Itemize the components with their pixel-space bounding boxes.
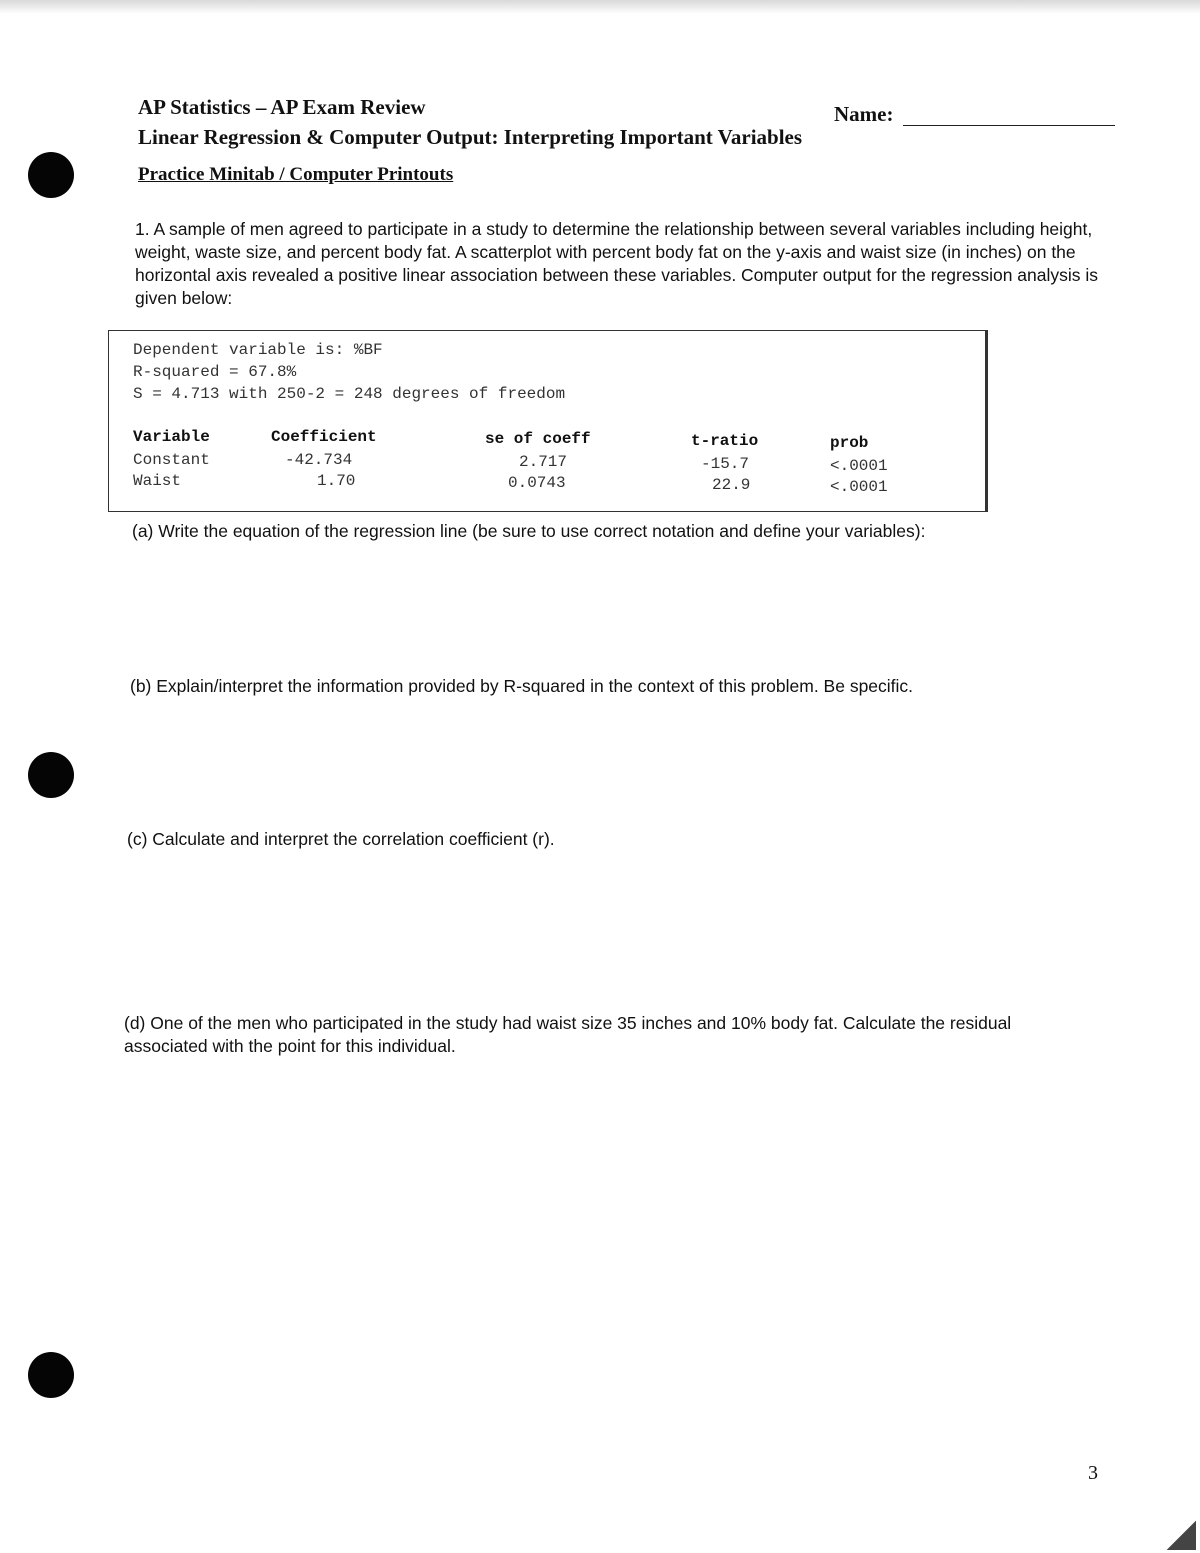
name-field-line[interactable] <box>903 125 1115 126</box>
col-header-se-coeff: se of coeff <box>485 430 591 448</box>
col-header-prob: prob <box>830 434 869 452</box>
col-header-t-ratio: t-ratio <box>691 432 759 450</box>
scan-edge-shadow <box>0 0 1200 14</box>
name-label: Name: <box>834 102 894 126</box>
row-constant-se: 2.717 <box>519 453 568 471</box>
output-r-squared: R-squared = 67.8% <box>133 363 297 381</box>
section-title: Practice Minitab / Computer Printouts <box>138 164 454 185</box>
row-constant-variable: Constant <box>133 451 210 469</box>
row-constant-t-ratio: -15.7 <box>701 455 750 473</box>
row-waist-coefficient: 1.70 <box>317 472 356 490</box>
row-waist-prob: <.0001 <box>830 478 888 496</box>
binder-hole-middle <box>28 752 74 798</box>
question-d: (d) One of the men who participated in the study had waist size 35 inches and 10% body fat. Calculate the residual associated with the point for this individual. <box>124 1013 1012 1056</box>
row-constant-prob: <.0001 <box>830 457 888 475</box>
output-s-value: S = 4.713 with 250-2 = 248 degrees of freedom <box>133 385 566 403</box>
binder-hole-bottom <box>28 1352 74 1398</box>
computer-output-box <box>108 330 988 512</box>
row-constant-coefficient: -42.734 <box>285 451 353 469</box>
topic-title: Linear Regression & Computer Output: Interpreting Important Variables <box>138 125 803 149</box>
row-waist-t-ratio: 22.9 <box>712 476 751 494</box>
course-title: AP Statistics – AP Exam Review <box>138 95 426 119</box>
question-b: (b) Explain/interpret the information provided by R-squared in the context of this problem. Be specific. <box>130 676 914 696</box>
scan-corner-mark <box>1160 1520 1196 1550</box>
binder-hole-top <box>28 152 74 198</box>
page-number: 3 <box>1088 1462 1098 1484</box>
output-dependent-variable: Dependent variable is: %BF <box>133 341 383 359</box>
col-header-coefficient: Coefficient <box>271 428 377 446</box>
problem-1-text: 1. A sample of men agreed to participate in a study to determine the relationship between several variables including height, weight, waste size, and percent body fat. A scatterplot with percent body fat on the y-axis and waist size (in inches) on the horizontal axis revealed a positive linear association between these variables. Computer output for the regression analysis is given below: <box>135 219 1099 308</box>
question-a: (a) Write the equation of the regression line (be sure to use correct notation and define your variables): <box>132 521 926 541</box>
row-waist-se: 0.0743 <box>508 474 566 492</box>
col-header-variable: Variable <box>133 428 210 446</box>
row-waist-variable: Waist <box>133 472 182 490</box>
question-c: (c) Calculate and interpret the correlation coefficient (r). <box>127 829 555 849</box>
